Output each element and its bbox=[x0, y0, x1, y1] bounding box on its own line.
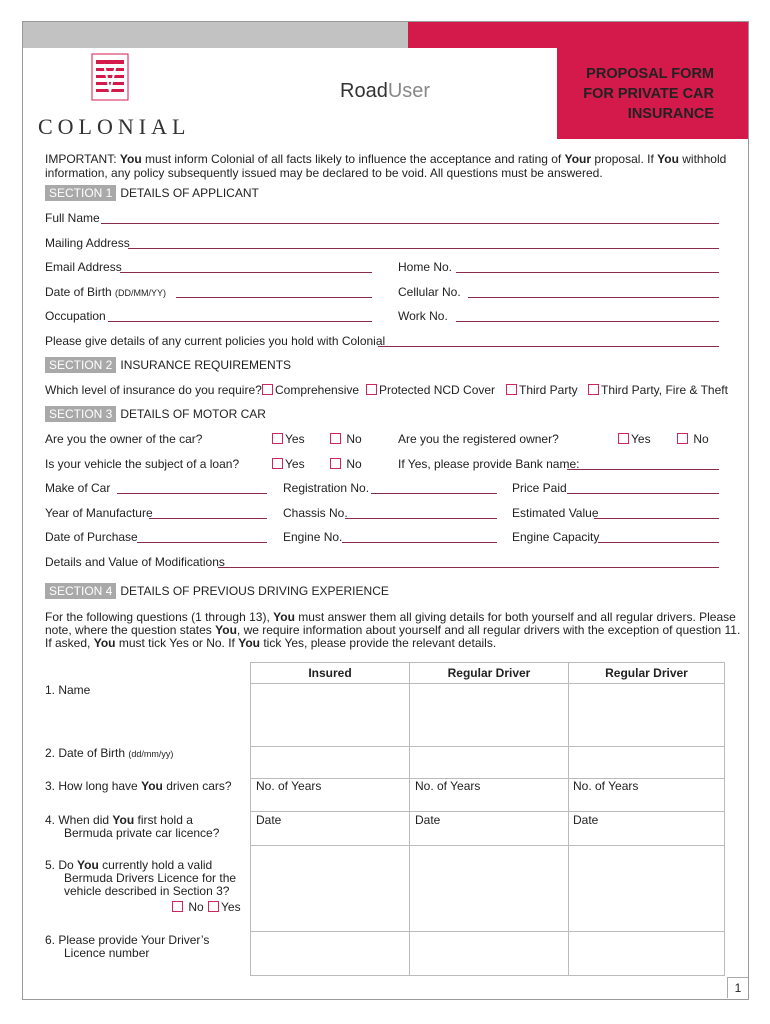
year-field[interactable] bbox=[149, 518, 267, 519]
important-line1: IMPORTANT: You must inform Colonial of all facts likely to influence the acceptance and rating of Your proposal. If You withhold bbox=[45, 152, 727, 166]
page-number: 1 bbox=[727, 977, 748, 998]
dob-label: Date of Birth (DD/MM/YY) bbox=[45, 285, 167, 299]
option-third-party-fire-theft[interactable]: Third Party, Fire & Theft bbox=[588, 383, 728, 397]
section4-para-line2: note, where the question states You, we require information about yourself and all regular drivers with the exception of question 11. bbox=[45, 623, 741, 637]
q4-label-line1: 4. When did You first hold a bbox=[45, 813, 193, 827]
q2-driver1-cell[interactable] bbox=[409, 746, 569, 779]
q5-driver2-cell[interactable] bbox=[568, 845, 725, 932]
option-comprehensive[interactable]: Comprehensive bbox=[262, 383, 359, 397]
q4-label-line2: Bermuda private car licence? bbox=[64, 826, 220, 840]
modifications-field[interactable] bbox=[218, 567, 719, 568]
occupation-field[interactable] bbox=[108, 321, 372, 322]
modifications-label: Details and Value of Modifications bbox=[45, 555, 225, 569]
section1-header: SECTION 1 DETAILS OF APPLICANT bbox=[45, 186, 259, 200]
value-label: Estimated Value bbox=[512, 506, 599, 520]
full-name-label: Full Name bbox=[45, 211, 100, 225]
checkbox-icon bbox=[588, 384, 599, 395]
insurance-level-question: Which level of insurance do you require? bbox=[45, 383, 262, 397]
checkbox-icon bbox=[506, 384, 517, 395]
q1-driver1-cell[interactable] bbox=[409, 683, 569, 747]
value-field[interactable] bbox=[594, 518, 719, 519]
column-header-driver2: Regular Driver bbox=[568, 662, 725, 684]
checkbox-icon bbox=[208, 901, 219, 912]
checkbox-icon bbox=[172, 901, 183, 912]
chassis-field[interactable] bbox=[345, 518, 497, 519]
work-no-field[interactable] bbox=[456, 321, 719, 322]
q2-driver2-cell[interactable] bbox=[568, 746, 725, 779]
q2-label: 2. Date of Birth (dd/mm/yy) bbox=[45, 746, 174, 760]
checkbox-icon bbox=[330, 458, 341, 469]
q4-insured-text: Date bbox=[256, 813, 282, 827]
form-title: PROPOSAL FORM FOR PRIVATE CAR INSURANCE bbox=[583, 66, 714, 122]
engine-no-label: Engine No. bbox=[283, 530, 343, 544]
cellular-field[interactable] bbox=[468, 297, 719, 298]
q6-label-line1: 6. Please provide Your Driver’s bbox=[45, 933, 210, 947]
q5-label-line1: 5. Do You currently hold a valid bbox=[45, 858, 213, 872]
checkbox-icon bbox=[272, 458, 283, 469]
registered-question: Are you the registered owner? bbox=[398, 432, 559, 446]
loan-question: Is your vehicle the subject of a loan? bbox=[45, 457, 240, 471]
q4-driver1-text: Date bbox=[415, 813, 441, 827]
make-field[interactable] bbox=[117, 493, 267, 494]
email-field[interactable] bbox=[120, 272, 372, 273]
loan-no[interactable]: No bbox=[330, 457, 362, 471]
option-third-party[interactable]: Third Party bbox=[506, 383, 578, 397]
section4-para-line3: If asked, You must tick Yes or No. If You tick Yes, please provide the relevant details. bbox=[45, 636, 497, 650]
occupation-label: Occupation bbox=[45, 309, 106, 323]
checkbox-icon bbox=[677, 433, 688, 444]
important-line2: information, any policy subsequently issued may be declared to be void. All questions must be answered. bbox=[45, 166, 603, 180]
owner-no[interactable]: No bbox=[330, 432, 362, 446]
mailing-address-label: Mailing Address bbox=[45, 236, 130, 250]
q6-driver2-cell[interactable] bbox=[568, 931, 725, 976]
registration-label: Registration No. bbox=[283, 481, 370, 495]
section4-para-line1: For the following questions (1 through 13), You must answer them all giving details for both yourself and all regular drivers. Please bbox=[45, 610, 736, 624]
registered-no[interactable]: No bbox=[677, 432, 709, 446]
q5-no-option[interactable]: No bbox=[172, 900, 204, 914]
section3-header: SECTION 3 DETAILS OF MOTOR CAR bbox=[45, 407, 266, 421]
make-label: Make of Car bbox=[45, 481, 111, 495]
bank-name-label: If Yes, please provide Bank name: bbox=[398, 457, 580, 471]
option-ncd-cover[interactable]: Protected NCD Cover bbox=[366, 383, 495, 397]
column-header-insured: Insured bbox=[250, 662, 410, 684]
q2-insured-cell[interactable] bbox=[250, 746, 410, 779]
registration-field[interactable] bbox=[371, 493, 497, 494]
current-policies-field[interactable] bbox=[378, 346, 719, 347]
full-name-field[interactable] bbox=[101, 223, 719, 224]
q5-label-line3: vehicle described in Section 3? bbox=[64, 884, 230, 898]
price-label: Price Paid bbox=[512, 481, 567, 495]
q1-insured-cell[interactable] bbox=[250, 683, 410, 747]
q3-driver1-text: No. of Years bbox=[415, 779, 481, 793]
q6-driver1-cell[interactable] bbox=[409, 931, 569, 976]
home-no-field[interactable] bbox=[456, 272, 719, 273]
cellular-label: Cellular No. bbox=[398, 285, 461, 299]
q5-insured-cell[interactable] bbox=[250, 845, 410, 932]
engine-no-field[interactable] bbox=[342, 542, 497, 543]
price-field[interactable] bbox=[567, 493, 719, 494]
column-header-driver1: Regular Driver bbox=[409, 662, 569, 684]
home-no-label: Home No. bbox=[398, 260, 453, 274]
registered-yes[interactable]: Yes bbox=[618, 432, 651, 446]
owner-question: Are you the owner of the car? bbox=[45, 432, 203, 446]
q3-driver2-text: No. of Years bbox=[573, 779, 639, 793]
purchase-field[interactable] bbox=[137, 542, 267, 543]
loan-yes[interactable]: Yes bbox=[272, 457, 305, 471]
checkbox-icon bbox=[618, 433, 629, 444]
owner-yes[interactable]: Yes bbox=[272, 432, 305, 446]
q5-driver1-cell[interactable] bbox=[409, 845, 569, 932]
q1-driver2-cell[interactable] bbox=[568, 683, 725, 747]
checkbox-icon bbox=[366, 384, 377, 395]
engine-cap-label: Engine Capacity bbox=[512, 530, 600, 544]
section2-header: SECTION 2 INSURANCE REQUIREMENTS bbox=[45, 358, 291, 372]
checkbox-icon bbox=[330, 433, 341, 444]
q3-label: 3. How long have You driven cars? bbox=[45, 779, 232, 793]
engine-cap-field[interactable] bbox=[598, 542, 719, 543]
q5-label-line2: Bermuda Drivers Licence for the bbox=[64, 871, 237, 885]
product-name: RoadUser bbox=[340, 80, 431, 102]
email-label: Email Address bbox=[45, 260, 122, 274]
dob-field[interactable] bbox=[176, 297, 372, 298]
section4-header: SECTION 4 DETAILS OF PREVIOUS DRIVING EXPERIENCE bbox=[45, 584, 389, 598]
year-label: Year of Manufacture bbox=[45, 506, 153, 520]
purchase-label: Date of Purchase bbox=[45, 530, 138, 544]
q1-label: 1. Name bbox=[45, 683, 91, 697]
q6-label-line2: Licence number bbox=[64, 946, 150, 960]
work-no-label: Work No. bbox=[398, 309, 448, 323]
brand-name: COLONIAL bbox=[38, 114, 191, 139]
q5-yes-option[interactable]: Yes bbox=[208, 900, 241, 914]
q4-driver2-text: Date bbox=[573, 813, 599, 827]
bank-name-field[interactable] bbox=[567, 469, 719, 470]
q3-insured-text: No. of Years bbox=[256, 779, 322, 793]
colonial-logo-icon bbox=[90, 52, 130, 102]
checkbox-icon bbox=[262, 384, 273, 395]
mailing-address-field[interactable] bbox=[128, 248, 719, 249]
checkbox-icon bbox=[272, 433, 283, 444]
q6-insured-cell[interactable] bbox=[250, 931, 410, 976]
current-policies-label: Please give details of any current policies you hold with Colonial bbox=[45, 334, 386, 348]
chassis-label: Chassis No. bbox=[283, 506, 348, 520]
